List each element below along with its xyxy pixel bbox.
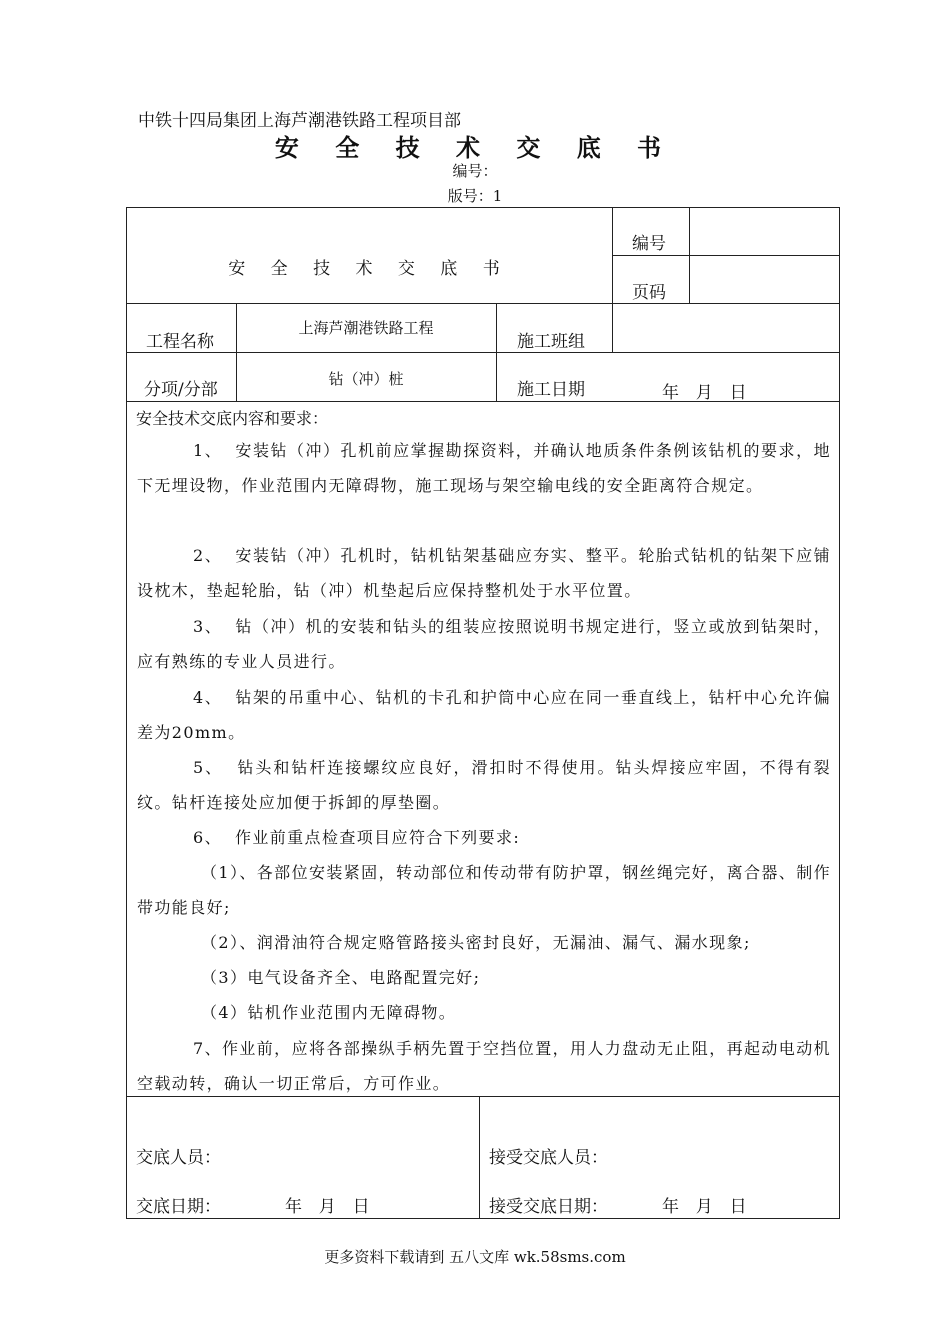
requirement-item: 6、 作业前重点检查项目应符合下列要求:: [193, 828, 521, 847]
footer-link-text: 更多资料下载请到 五八文库 wk.58sms.com: [324, 1248, 626, 1266]
requirement-item: 5、 钻头和钻杆连接螺纹应良好，滑扣时不得使用。钻头焊接应牢固，不得有裂纹。钻杆连接处应加便于拆卸的厚垫圈。: [137, 758, 831, 812]
subitem-label: 分项/分部: [144, 380, 218, 400]
divider: [689, 207, 690, 303]
divider: [126, 352, 840, 353]
team-label: 施工班组: [517, 332, 585, 352]
document-title: 安 全 技 术 交 底 书: [274, 133, 676, 162]
divider: [126, 303, 840, 304]
project-name: 上海芦潮港铁路工程: [298, 319, 434, 337]
divider: [612, 255, 840, 256]
requirement-item: 7、作业前，应将各部操纵手柄先置于空挡位置，用人力盘动无止阻，再起动电动机空载动转，确认一切正常后，方可作业。: [137, 1039, 831, 1093]
page-label: 页码: [632, 283, 666, 303]
divider: [479, 1096, 480, 1219]
requirement-item: 4、 钻架的吊重中心、钻机的卡孔和护筒中心应在同一垂直线上，钻杆中心允许偏差为20mm。: [137, 688, 831, 742]
version-number: 版号：1: [447, 187, 503, 205]
presenter-date-label: 交底日期：: [136, 1197, 221, 1217]
presenter-date-value: 年 月 日: [285, 1197, 372, 1217]
requirement-subitem: （4）钻机作业范围内无障碍物。: [201, 1003, 457, 1022]
organization-name: 中铁十四局集团上海芦潮港铁路工程项目部: [138, 111, 461, 131]
requirement-item: 2、 安装钻（冲）孔机时，钻机钻架基础应夯实、整平。轮胎式钻机的钻架下应铺设枕木，垫起轮胎，钻（冲）机垫起后应保持整机处于水平位置。: [137, 546, 831, 600]
divider: [612, 207, 613, 352]
receiver-date-label: 接受交底日期：: [489, 1197, 608, 1217]
date-value: 年 月 日: [662, 383, 749, 403]
date-label: 施工日期: [517, 380, 585, 400]
receiver-label: 接受交底人员：: [489, 1148, 608, 1168]
subitem-value: 钻（冲）桩: [328, 370, 404, 388]
table-title: 安 全 技 术 交 底 书: [228, 259, 510, 279]
requirement-subitem: （1）、各部位安装紧固，转动部位和传动带有防护罩，钢丝绳完好，离合器、制作带功能良好;: [137, 863, 831, 917]
number-label: 编号: [632, 234, 666, 254]
presenter-label: 交底人员：: [136, 1148, 221, 1168]
requirement-item: 1、 安装钻（冲）孔机前应掌握勘探资料，并确认地质条件条例该钻机的要求，地下无埋设物，作业范围内无障碍物，施工现场与架空输电线的安全距离符合规定。: [137, 441, 831, 495]
project-name-label: 工程名称: [146, 332, 214, 352]
requirement-subitem: （3）电气设备齐全、电路配置完好;: [201, 968, 481, 987]
requirements-label: 安全技术交底内容和要求：: [136, 409, 329, 428]
serial-number: 编号：: [452, 162, 498, 180]
receiver-date-value: 年 月 日: [662, 1197, 749, 1217]
requirement-item: 3、 钻（冲）机的安装和钻头的组装应按照说明书规定进行，竖立或放到钻架时，应有熟练的专业人员进行。: [137, 617, 831, 671]
divider: [496, 303, 497, 401]
requirement-subitem: （2）、润滑油符合规定赂管路接头密封良好，无漏油、漏气、漏水现象;: [201, 933, 751, 952]
